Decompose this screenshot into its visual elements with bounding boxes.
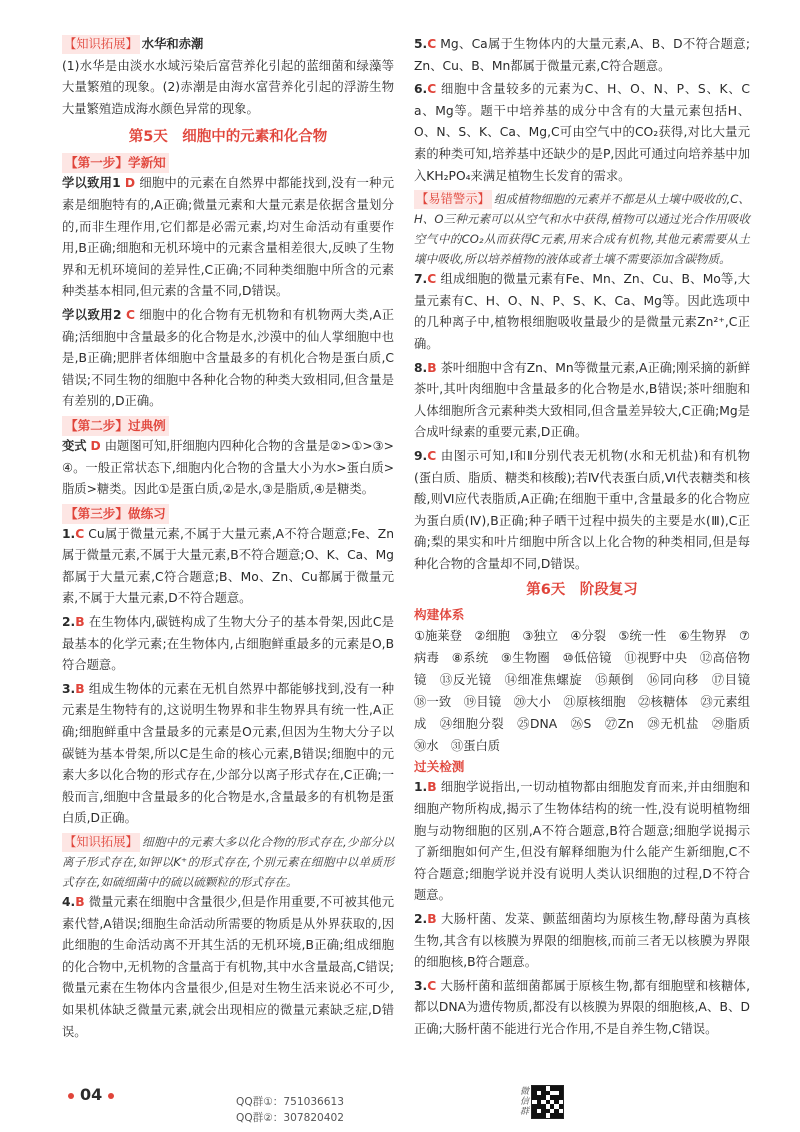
question-5: 5.C Mg、Ca属于生物体内的大量元素,A、B、D不符合题意;Zn、Cu、B、Mn都属于微量元素,C符合题意。 — [414, 37, 750, 73]
checkpoint-3: 3.C 大肠杆菌和蓝细菌都属于原核生物,都有细胞壁和核糖体,都以DNA为遗传物质,都没有以核膜为界限的细胞核,A、B、D正确;大肠杆菌不能进行光合作用,不是自养生物,C错误。 — [414, 978, 750, 1036]
checkpoint-2: 2.B 大肠杆菌、发菜、颤蓝细菌均为原核生物,酵母菌为真核生物,其含有以核膜为界限的细胞核,而前三者无以核膜为界限的细胞核,B符合题意。 — [414, 912, 750, 970]
q5-answer: C — [427, 37, 437, 51]
question-1: 1.C Cu属于微量元素,不属于大量元素,A不符合题意;Fe、Zn属于微量元素,不属于大量元素,B不符合题意;O、K、Ca、Mg都属于大量元素,C符合题意;B、Mo、Zn、Cu都属于微量元素,不属于大量元素,D不符合题意。 — [62, 526, 394, 606]
q8-answer: B — [427, 360, 437, 375]
g1-answer: B — [427, 780, 437, 795]
question-6: 6.C 细胞中含量较多的元素为C、H、O、N、P、S、K、Ca、Mg等。题干中培养基的成分中含有的大量元素包括H、O、N、S、K、Ca、Mg,C可由空气中的CO₂获得,对比大量元素的种类可知,培养基中还缺少的是P,因此可通过向培养基中加入KH₂PO₄来满足植物生长发育的需求。 — [414, 82, 750, 183]
error-warning — [414, 189, 750, 269]
right-column — [414, 34, 763, 1043]
extension-tag-2: 【知识拓展】 — [62, 833, 140, 852]
bianshi-item — [62, 436, 394, 501]
page-number: 04 — [62, 1085, 120, 1104]
q5-text: Mg、Ca属于生物体内的大量元素,A、B、D不符合题意;Zn、Cu、B、Mn都属于微量元素,C符合题意。 — [414, 37, 750, 73]
xue2-text: 细胞中的化合物有无机物和有机物两大类,A正确;活细胞中含量最多的化合物是水,沙漠中的仙人掌细胞中也是,B正确;肥胖者体细胞中含量最多的有机化合物是蛋白质,C错误;不同生物的细胞中各种化合物的种类大致相同,但含量是有差别的,D正确。 — [62, 307, 394, 409]
day6-title: 第6天 阶段复习 — [526, 582, 638, 599]
dot-icon — [68, 1093, 74, 1099]
question-9: 9.C 由图示可知,Ⅰ和Ⅱ分别代表无机物(水和无机盐)和有机物(蛋白质、脂质、糖类和核酸);若Ⅳ代表蛋白质,Ⅵ代表糖类和核酸,则Ⅵ应代表脂质,A正确;在细胞干重中,含量最多的化合物应为蛋白质(Ⅳ),B正确;种子晒干过程中损失的主要是水(Ⅲ),C正确;梨的果实和叶片细胞中所含以上化合物的种类相同,但是每种化合物的含量却不同,D错误。 — [414, 448, 750, 571]
knowledge-extension-2 — [62, 832, 394, 892]
question-2: 2.B 在生物体内,碳链构成了生物大分子的基本骨架,因此C是最基本的化学元素;在生物体内,占细胞鲜重最多的元素是O,B符合题意。 — [62, 615, 394, 673]
question-3: 3.B 组成生物体的元素在无机自然界中都能够找到,没有一种元素是生物特有的,这说明生物界和非生物界具有统一性,A正确;细胞鲜重中含量最多的元素是O元素,但因为生物大分子以碳链为基本骨架,所以C是生命的核心元素,B错误;细胞中的元素大多以化合物的形式存在,少部分以离子形式存在,C正确;一般而言,细胞中含量最多的化合物是水,含量最多的有机物是蛋白质,D正确。 — [62, 681, 394, 826]
bianshi-label: 变式 — [62, 438, 87, 453]
q3-text: 组成生物体的元素在无机自然界中都能够找到,没有一种元素是生物特有的,这说明生物界和非生物界具有统一性,A正确;细胞鲜重中含量最多的元素是O元素,但因为生物大分子以碳链为基本骨架,所以C是生命的核心元素,B错误;细胞中的元素大多以化合物的形式存在,少部分以离子形式存在,C正确;一般而言,细胞中含量最多的化合物是水,含量最多的有机物是蛋白质,D正确。 — [62, 681, 394, 826]
g2-answer: B — [427, 912, 437, 927]
bianshi-answer: D — [90, 438, 101, 453]
extension-tag: 【知识拓展】 — [62, 35, 140, 54]
q7-answer: C — [427, 272, 437, 287]
q3-answer: B — [75, 681, 85, 696]
q2-answer: B — [75, 615, 85, 630]
build-system-heading: 构建体系 — [414, 607, 465, 623]
day5-title: 第5天 细胞中的元素和化合物 — [128, 129, 328, 146]
checkpoint-1: 1.B 细胞学说指出,一切动植物都由细胞发育而来,并由细胞和细胞产物所构成,揭示了生物体结构的统一性,没有说明植物细胞与动物细胞的区别,A不符合题意,B符合题意;细胞学说揭示了新细胞如何产生,但没有解释细胞为什么能产生新细胞,C不符合题意;细胞学说并没有说明人类认识细胞的过程,D不符合题意。 — [414, 780, 750, 903]
q4-answer: B — [75, 895, 85, 909]
xue1-answer: D — [124, 176, 136, 191]
question-7: 7.C 组成细胞的微量元素有Fe、Mn、Zn、Cu、B、Mo等,大量元素有C、H、O、N、P、S、K、Ca、Mg等。因此选项中的几种离子中,植物根细胞吸收量最少的是微量元素Zn²⁺,C正确。 — [414, 272, 750, 351]
xue1-label: 学以致用1 — [62, 176, 121, 191]
bianshi-text: 由题图可知,肝细胞内四种化合物的含量是②>①>③>④。一般正常状态下,细胞内化合物的含量大小为水>蛋白质>脂质>糖类。因此①是蛋白质,②是水,③是脂质,④是糖类。 — [62, 438, 394, 497]
xue1-text: 细胞中的元素在自然界中都能找到,没有一种元素是细胞特有的,A正确;微量元素和大量元素是依据含量划分的,而非生理作用,它们都是必需元素,均对生命活动有重要作用,B正确;细胞和无机环境中的元素含量相差很大,反映了生物界和无机环境间的差异性,C正确;不同种类细胞中所含的元素种类基本相同,但元素的含量不同,D错误。 — [62, 176, 394, 299]
xue2-label: 学以致用2 — [62, 307, 122, 322]
qr-code-icon — [531, 1085, 564, 1119]
checkpoint-heading: 过关检测 — [414, 759, 465, 775]
q7-text: 组成细胞的微量元素有Fe、Mn、Zn、Cu、B、Mo等,大量元素有C、H、O、N、P、S、K、Ca、Mg等。因此选项中的几种离子中,植物根细胞吸收量最少的是微量元素Zn²⁺,C正确。 — [414, 272, 750, 351]
q9-text: 由图示可知,Ⅰ和Ⅱ分别代表无机物(水和无机盐)和有机物(蛋白质、脂质、糖类和核酸);若Ⅳ代表蛋白质,Ⅵ代表糖类和核酸,则Ⅵ应代表脂质,A正确;在细胞干重中,含量最多的化合物应为蛋白质(Ⅳ),B正确;种子晒干过程中损失的主要是水(Ⅲ),C正确;梨的果实和叶片细胞中所含以上化合物的种类相同,但是每种化合物的含量却不同,D错误。 — [414, 448, 750, 571]
qq-group-1: QQ群①：751036613 — [236, 1096, 345, 1108]
q4-text: 微量元素在细胞中含量很少,但是作用重要,不可被其他元素代替,A错误;细胞生命活动所需要的物质是从外界获取的,因此细胞的生命活动离不开其生活的无机环境,B正确;组成细胞的化合物中,无机物的含量高于有机物,其中水含量最高,C错误;微量元素在生物体内含量很少,但是对生物生活来说必不可少,如果机体缺乏微量元素,就会出现相应的微量元素缺乏症,D错误。 — [62, 895, 394, 1039]
question-8: 8.B 茶叶细胞中含有Zn、Mn等微量元素,A正确;刚采摘的新鲜茶叶,其叶肉细胞中含量最多的化合物是水,B错误;茶叶细胞和人体细胞所含元素种类大致相同,但含量差异较大,C正确;Mg是合成叶绿素的重要元素,D正确。 — [414, 360, 750, 440]
question-4: 4.B 微量元素在细胞中含量很少,但是作用重要,不可被其他元素代替,A错误;细胞生命活动所需要的物质是从外界获取的,因此细胞的生命活动离不开其生活的无机环境,B正确;组成细胞的化合物中,无机物的含量高于有机物,其中水含量最高,C错误;微量元素在生物体内含量很少,但是对生物生活来说必不可少,如果机体缺乏微量元素,就会出现相应的微量元素缺乏症,D错误。 — [62, 895, 394, 1039]
q2-text: 在生物体内,碳链构成了生物大分子的基本骨架,因此C是最基本的化学元素;在生物体内,占细胞鲜重最多的元素是O,B符合题意。 — [62, 615, 394, 673]
wechat-label: 微信群 — [520, 1087, 530, 1117]
step2-heading: 【第二步】过典例 — [62, 415, 394, 436]
q9-answer: C — [427, 448, 437, 463]
g3-text: 大肠杆菌和蓝细菌都属于原核生物,都有细胞壁和核糖体,都以DNA为遗传物质,都没有以核膜为界限的细胞核,A、B、D正确;大肠杆菌不能进行光合作用,不是自养生物,C错误。 — [414, 978, 750, 1036]
build-system-list: ①施莱登 ②细胞 ③独立 ④分裂 ⑤统一性 ⑥生物界 ⑦病毒 ⑧系统 ⑨生物圈 ⑩低倍镜 ⑪视野中央 ⑫高倍物镜 ⑬反光镜 ⑭细准焦螺旋 ⑮颠倒 ⑯同向移 ⑰目镜 ⑱一致 ⑲目镜 ⑳大小 ㉑原核细胞 ㉒核糖体 ㉓元素组成 ㉔细胞分裂 ㉕DNA ㉖S ㉗Zn ㉘无机盐 ㉙脂质 ㉚水 ㉛蛋白质 — [414, 629, 763, 754]
xue1-item — [62, 173, 394, 303]
g2-text: 大肠杆菌、发菜、颤蓝细菌均为原核生物,酵母菌为真核生物,其含有以核膜为界限的细胞核,而前三者无以核膜为界限的细胞核,B符合题意。 — [414, 912, 750, 970]
g3-answer: C — [427, 978, 437, 993]
extension-text: (1)水华是由淡水水域污染后富营养化引起的蓝细菌和绿藻等大量繁殖的现象。(2)赤潮是由海水富营养化引起的浮游生物大量繁殖造成海水颜色异常的现象。 — [62, 58, 394, 116]
q6-answer: C — [427, 82, 437, 97]
left-column — [62, 34, 394, 1045]
step3-heading: 【第三步】做练习 — [62, 503, 394, 524]
qq-group-2: QQ群②：307820402 — [236, 1112, 345, 1124]
warning-tag: 【易错警示】 — [414, 190, 492, 209]
q6-text: 细胞中含量较多的元素为C、H、O、N、P、S、K、Ca、Mg等。题干中培养基的成分中含有的大量元素包括H、O、N、S、K、Ca、Mg,C可由空气中的CO₂获得,对比大量元素的种类可知,培养基中还缺少的是P,因此可通过向培养基中加入KH₂PO₄来满足植物生长发育的需求。 — [414, 82, 750, 183]
wechat-group — [520, 1084, 564, 1120]
q1-answer: C — [75, 526, 85, 541]
extension-title: 水华和赤潮 — [141, 37, 204, 51]
q1-text: Cu属于微量元素,不属于大量元素,A不符合题意;Fe、Zn属于微量元素,不属于大量元素,B不符合题意;O、K、Ca、Mg都属于大量元素,C符合题意;B、Mo、Zn、Cu都属于微量元素,不属于大量元素,D不符合题意。 — [62, 526, 394, 606]
extension-text-2: 细胞中的元素大多以化合物的形式存在,少部分以离子形式存在,如钾以K⁺的形式存在,个别元素在细胞中以单质形式存在,如硫细菌中的硫以硫颗粒的形式存在。 — [62, 835, 394, 889]
warning-text: 组成植物细胞的元素并不都是从土壤中吸收的,C、H、O三种元素可以从空气和水中获得,植物可以通过光合作用吸收空气中的CO₂从而获得C元素,用来合成有机物,其他元素需要从土壤中吸收,所以培养植物的液体或者土壤不需要添加含碳物质。 — [414, 192, 750, 267]
xue2-answer: C — [125, 307, 135, 322]
knowledge-extension-1 — [62, 34, 394, 56]
g1-text: 细胞学说指出,一切动植物都由细胞发育而来,并由细胞和细胞产物所构成,揭示了生物体结构的统一性,没有说明植物细胞与动物细胞的区别,A不符合题意,B符合题意;细胞学说揭示了新细胞如何产生,但没有解释细胞为什么能产生新细胞,C不符合题意;细胞学说并没有说明人类认识细胞的过程,D不符合题意。 — [414, 780, 750, 903]
step1-heading: 【第一步】学新知 — [62, 152, 394, 173]
dot-icon — [108, 1093, 114, 1099]
xue2-item — [62, 305, 394, 413]
q8-text: 茶叶细胞中含有Zn、Mn等微量元素,A正确;刚采摘的新鲜茶叶,其叶肉细胞中含量最多的化合物是水,B错误;茶叶细胞和人体细胞所含元素种类大致相同,但含量差异较大,C正确;Mg是合成叶绿素的重要元素,D正确。 — [414, 360, 750, 440]
